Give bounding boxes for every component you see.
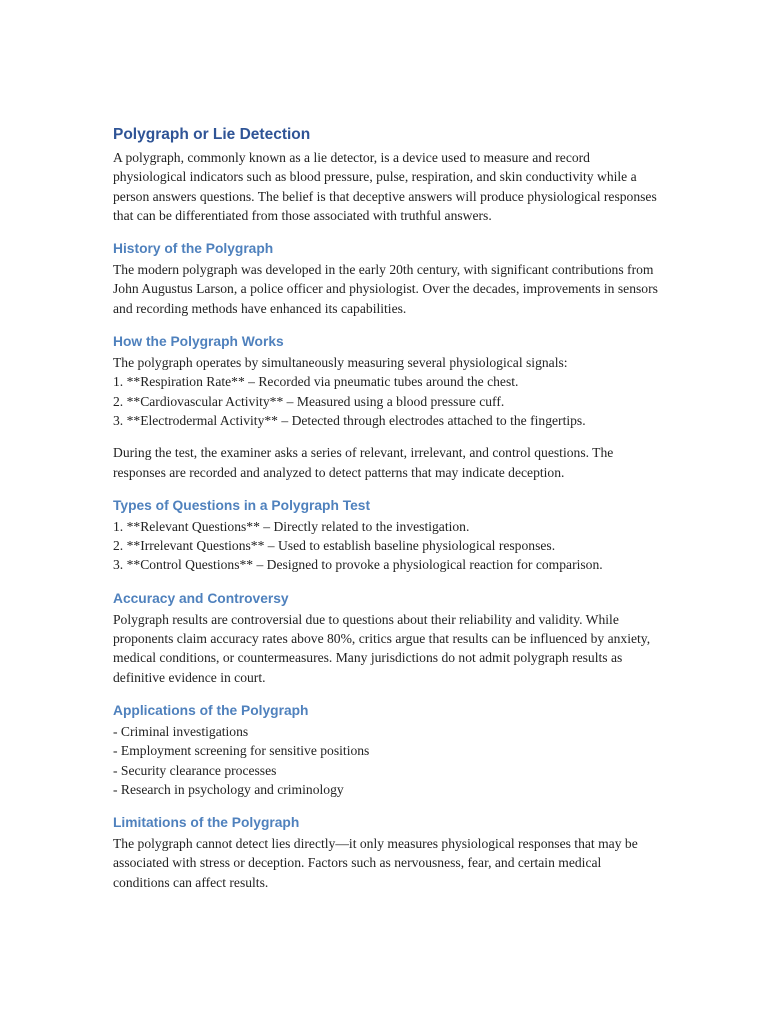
section-heading-applications: Applications of the Polygraph	[113, 702, 309, 718]
section-heading-accuracy: Accuracy and Controversy	[113, 590, 289, 606]
list-item: 1. **Respiration Rate** – Recorded via pneumatic tubes around the chest.	[113, 374, 519, 390]
accuracy-paragraph: Polygraph results are controversial due to questions about their reliability and validity. While proponents claim accuracy rates above 80%, critics argue that results can be influenced by anxiety, medical conditions, or countermeasures. Many jurisdictions do not admit polygraph results as definitive evidence in court.	[113, 611, 651, 685]
document-page	[113, 124, 658, 892]
list-item: - Criminal investigations	[113, 723, 249, 739]
how-it-works-after: During the test, the examiner asks a series of relevant, irrelevant, and control questions. The responses are recorded and analyzed to detect patterns that may indicate deception.	[113, 445, 614, 480]
how-it-works-lead	[113, 353, 658, 430]
section-heading-history: History of the Polygraph	[113, 241, 274, 257]
document-title: Polygraph or Lie Detection	[113, 126, 311, 143]
intro-paragraph: A polygraph, commonly known as a lie detector, is a device used to measure and record physiological indicators such as blood pressure, pulse, respiration, and skin conductivity while a person answers questions. The belief is that deceptive answers will produce physiological responses that can be differentiated from those associated with truthful answers.	[113, 150, 657, 223]
limitations-paragraph: The polygraph cannot detect lies directly—it only measures physiological responses that may be associated with stress or deception. Factors such as nervousness, fear, and certain medical conditions can affect results.	[113, 836, 638, 890]
section-heading-how-it-works: How the Polygraph Works	[113, 334, 284, 350]
applications-list	[113, 722, 658, 799]
list-item: 1. **Relevant Questions** – Directly related to the investigation.	[113, 518, 470, 534]
question-types-list	[113, 517, 658, 575]
list-item: - Employment screening for sensitive positions	[113, 743, 370, 759]
how-it-works-lead-text: The polygraph operates by simultaneously measuring several physiological signals:	[113, 355, 568, 371]
list-item: 3. **Electrodermal Activity** – Detected through electrodes attached to the fingertips.	[113, 412, 586, 428]
list-item: 2. **Irrelevant Questions** – Used to establish baseline physiological responses.	[113, 538, 556, 554]
section-heading-limitations: Limitations of the Polygraph	[113, 815, 300, 831]
list-item: - Security clearance processes	[113, 762, 277, 778]
list-item: 3. **Control Questions** – Designed to provoke a physiological reaction for comparison.	[113, 557, 603, 573]
list-item: 2. **Cardiovascular Activity** – Measured using a blood pressure cuff.	[113, 393, 505, 409]
history-paragraph: The modern polygraph was developed in the early 20th century, with significant contributions from John Augustus Larson, a police officer and physiologist. Over the decades, improvements in sensors and recording methods have enhanced its capabilities.	[113, 262, 658, 316]
section-heading-question-types: Types of Questions in a Polygraph Test	[113, 497, 371, 513]
list-item: - Research in psychology and criminology	[113, 781, 344, 797]
